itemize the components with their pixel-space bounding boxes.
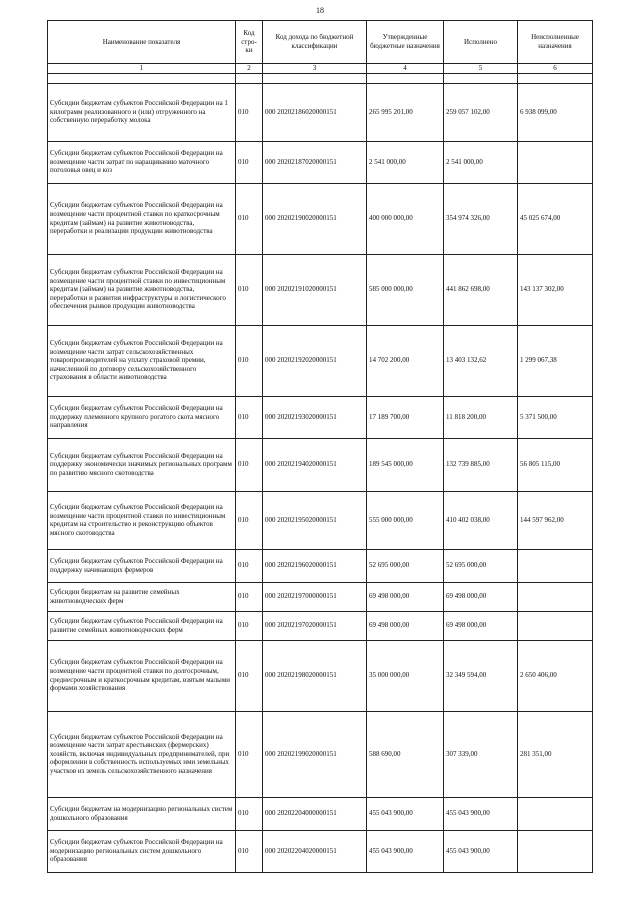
- line-code-cell: 010: [236, 582, 263, 611]
- remaining-amount-cell: [518, 611, 593, 640]
- line-code-cell: 010: [236, 325, 263, 396]
- table-row: [48, 438, 593, 491]
- approved-amount-cell: 265 995 201,00: [367, 83, 444, 141]
- indicator-name-cell: Субсидии бюджетам субъектов Российской Федерации на возмещение части процентной ставки по долгосрочным, среднесрочным и краткосрочным кредитам, взятым малыми формами хозяйствования: [48, 640, 236, 711]
- remaining-amount-cell: [518, 797, 593, 830]
- column-number: 4: [367, 64, 444, 74]
- executed-amount-cell: 32 349 594,00: [444, 640, 518, 711]
- approved-amount-cell: 14 702 200,00: [367, 325, 444, 396]
- header-name: Наименование показателя: [48, 21, 236, 64]
- income-code-cell: 000 20202192020000151: [263, 325, 367, 396]
- indicator-name-cell: Субсидии бюджетам на модернизацию региональных систем дошкольного образования: [48, 797, 236, 830]
- remaining-amount-cell: [518, 549, 593, 582]
- column-number: 5: [444, 64, 518, 74]
- header-approved: Утвержденные бюджетные назначения: [367, 21, 444, 64]
- table-row: [48, 325, 593, 396]
- executed-amount-cell: 455 043 900,00: [444, 830, 518, 872]
- header-kbk: Код дохода по бюджетной классификации: [263, 21, 367, 64]
- indicator-name-cell: Субсидии бюджетам субъектов Российской Федерации на возмещение части процентной ставки по краткосрочным кредитам (займам) на развитие животноводства, переработки и реализации продукции животноводства: [48, 183, 236, 254]
- indicator-name-cell: Субсидии бюджетам субъектов Российской Федерации на возмещение части процентной ставки по инвестиционным кредитам на строительство и реконструкцию объектов мясного скотоводства: [48, 491, 236, 549]
- line-code-cell: 010: [236, 491, 263, 549]
- income-code-cell: 000 20202190020000151: [263, 183, 367, 254]
- approved-amount-cell: 588 690,00: [367, 711, 444, 797]
- indicator-name-cell: Субсидии бюджетам субъектов Российской Федерации на модернизацию региональных систем дошкольного образования: [48, 830, 236, 872]
- remaining-amount-cell: 144 597 962,00: [518, 491, 593, 549]
- line-code-cell: 010: [236, 396, 263, 438]
- table-body: [48, 83, 593, 872]
- table-row: [48, 711, 593, 797]
- column-number: 3: [263, 64, 367, 74]
- indicator-name-cell: Субсидии бюджетам субъектов Российской Федерации на поддержку племенного крупного рогатого скота мясного направления: [48, 396, 236, 438]
- income-code-cell: 000 20202199020000151: [263, 711, 367, 797]
- table-row: [48, 83, 593, 141]
- remaining-amount-cell: [518, 141, 593, 183]
- approved-amount-cell: 555 000 000,00: [367, 491, 444, 549]
- column-number-row: [48, 64, 593, 74]
- income-code-cell: 000 20202198020000151: [263, 640, 367, 711]
- table-row: [48, 549, 593, 582]
- header-remaining: Неисполненные назначения: [518, 21, 593, 64]
- remaining-amount-cell: 5 371 500,00: [518, 396, 593, 438]
- executed-amount-cell: 13 403 132,62: [444, 325, 518, 396]
- income-code-cell: 000 20202204000000151: [263, 797, 367, 830]
- executed-amount-cell: 132 739 885,00: [444, 438, 518, 491]
- income-code-cell: 000 20202204020000151: [263, 830, 367, 872]
- line-code-cell: 010: [236, 797, 263, 830]
- income-code-cell: 000 20202195020000151: [263, 491, 367, 549]
- income-code-cell: 000 20202197000000151: [263, 582, 367, 611]
- executed-amount-cell: 354 974 326,00: [444, 183, 518, 254]
- indicator-name-cell: Субсидии бюджетам субъектов Российской Федерации на поддержку начинающих фермеров: [48, 549, 236, 582]
- page-number: 18: [316, 6, 324, 15]
- table-row: [48, 797, 593, 830]
- approved-amount-cell: 400 000 000,00: [367, 183, 444, 254]
- approved-amount-cell: 2 541 000,00: [367, 141, 444, 183]
- header-code: Код стро-ки: [236, 21, 263, 64]
- budget-execution-table: [47, 20, 593, 873]
- executed-amount-cell: 11 818 200,00: [444, 396, 518, 438]
- table-header-row: [48, 21, 593, 64]
- approved-amount-cell: 455 043 900,00: [367, 797, 444, 830]
- table-row: [48, 396, 593, 438]
- table-row: [48, 254, 593, 325]
- executed-amount-cell: 441 862 698,00: [444, 254, 518, 325]
- remaining-amount-cell: 281 351,00: [518, 711, 593, 797]
- income-code-cell: 000 20202197020000151: [263, 611, 367, 640]
- approved-amount-cell: 69 498 000,00: [367, 611, 444, 640]
- line-code-cell: 010: [236, 438, 263, 491]
- indicator-name-cell: Субсидии бюджетам субъектов Российской Федерации на возмещение части затрат по наращиванию маточного поголовья овец и коз: [48, 141, 236, 183]
- approved-amount-cell: 17 189 700,00: [367, 396, 444, 438]
- remaining-amount-cell: 143 137 302,00: [518, 254, 593, 325]
- remaining-amount-cell: 45 025 674,00: [518, 183, 593, 254]
- approved-amount-cell: 69 498 000,00: [367, 582, 444, 611]
- executed-amount-cell: 2 541 000,00: [444, 141, 518, 183]
- line-code-cell: 010: [236, 254, 263, 325]
- executed-amount-cell: 69 498 000,00: [444, 582, 518, 611]
- executed-amount-cell: 455 043 900,00: [444, 797, 518, 830]
- column-number: 6: [518, 64, 593, 74]
- table-row: [48, 141, 593, 183]
- indicator-name-cell: Субсидии бюджетам субъектов Российской Федерации на возмещение части процентной ставки по инвестиционным кредитам (займам) на развитие животноводства, переработки и развития инфраструктуры и логистического обеспечения рынков продукции животноводства: [48, 254, 236, 325]
- approved-amount-cell: 455 043 900,00: [367, 830, 444, 872]
- line-code-cell: 010: [236, 183, 263, 254]
- remaining-amount-cell: 6 938 099,00: [518, 83, 593, 141]
- header-executed: Исполнено: [444, 21, 518, 64]
- table-row: [48, 582, 593, 611]
- income-code-cell: 000 20202194020000151: [263, 438, 367, 491]
- line-code-cell: 010: [236, 549, 263, 582]
- income-code-cell: 000 20202196020000151: [263, 549, 367, 582]
- approved-amount-cell: 35 000 000,00: [367, 640, 444, 711]
- income-code-cell: 000 20202186020000151: [263, 83, 367, 141]
- table-row: [48, 491, 593, 549]
- table-row: [48, 611, 593, 640]
- remaining-amount-cell: [518, 582, 593, 611]
- approved-amount-cell: 585 000 000,00: [367, 254, 444, 325]
- approved-amount-cell: 52 695 000,00: [367, 549, 444, 582]
- executed-amount-cell: 307 339,00: [444, 711, 518, 797]
- approved-amount-cell: 189 545 000,00: [367, 438, 444, 491]
- executed-amount-cell: 410 402 038,00: [444, 491, 518, 549]
- spacer-row: [48, 73, 593, 83]
- table-row: [48, 183, 593, 254]
- remaining-amount-cell: 56 805 115,00: [518, 438, 593, 491]
- indicator-name-cell: Субсидии бюджетам субъектов Российской Федерации на возмещение части затрат сельскохозяйственных товаропроизводителей на уплату страховой премии, начисленной по договору сельскохозяйственного страхования в области животноводства: [48, 325, 236, 396]
- income-code-cell: 000 20202187020000151: [263, 141, 367, 183]
- remaining-amount-cell: [518, 830, 593, 872]
- line-code-cell: 010: [236, 640, 263, 711]
- executed-amount-cell: 52 695 000,00: [444, 549, 518, 582]
- line-code-cell: 010: [236, 83, 263, 141]
- remaining-amount-cell: 1 299 067,38: [518, 325, 593, 396]
- income-code-cell: 000 20202193020000151: [263, 396, 367, 438]
- line-code-cell: 010: [236, 830, 263, 872]
- indicator-name-cell: Субсидии бюджетам субъектов Российской Федерации на возмещение части затрат крестьянских (фермерских) хозяйств, включая индивидуальных предпринимателей, при оформлении в собственность используемых ими земельных участков из земель сельскохозяйственного назначения: [48, 711, 236, 797]
- line-code-cell: 010: [236, 611, 263, 640]
- table-row: [48, 830, 593, 872]
- remaining-amount-cell: 2 650 406,00: [518, 640, 593, 711]
- indicator-name-cell: Субсидии бюджетам субъектов Российской Федерации на поддержку экономически значимых региональных программ по развитию мясного скотоводства: [48, 438, 236, 491]
- column-number: 1: [48, 64, 236, 74]
- indicator-name-cell: Субсидии бюджетам на развитие семейных животноводческих ферм: [48, 582, 236, 611]
- indicator-name-cell: Субсидии бюджетам субъектов Российской Федерации на развитие семейных животноводческих ферм: [48, 611, 236, 640]
- column-number: 2: [236, 64, 263, 74]
- income-code-cell: 000 20202191020000151: [263, 254, 367, 325]
- executed-amount-cell: 69 498 000,00: [444, 611, 518, 640]
- indicator-name-cell: Субсидии бюджетам субъектов Российской Федерации на 1 килограмм реализованного и (или) отгруженного на собственную переработку молока: [48, 83, 236, 141]
- executed-amount-cell: 259 057 102,00: [444, 83, 518, 141]
- table-row: [48, 640, 593, 711]
- line-code-cell: 010: [236, 141, 263, 183]
- line-code-cell: 010: [236, 711, 263, 797]
